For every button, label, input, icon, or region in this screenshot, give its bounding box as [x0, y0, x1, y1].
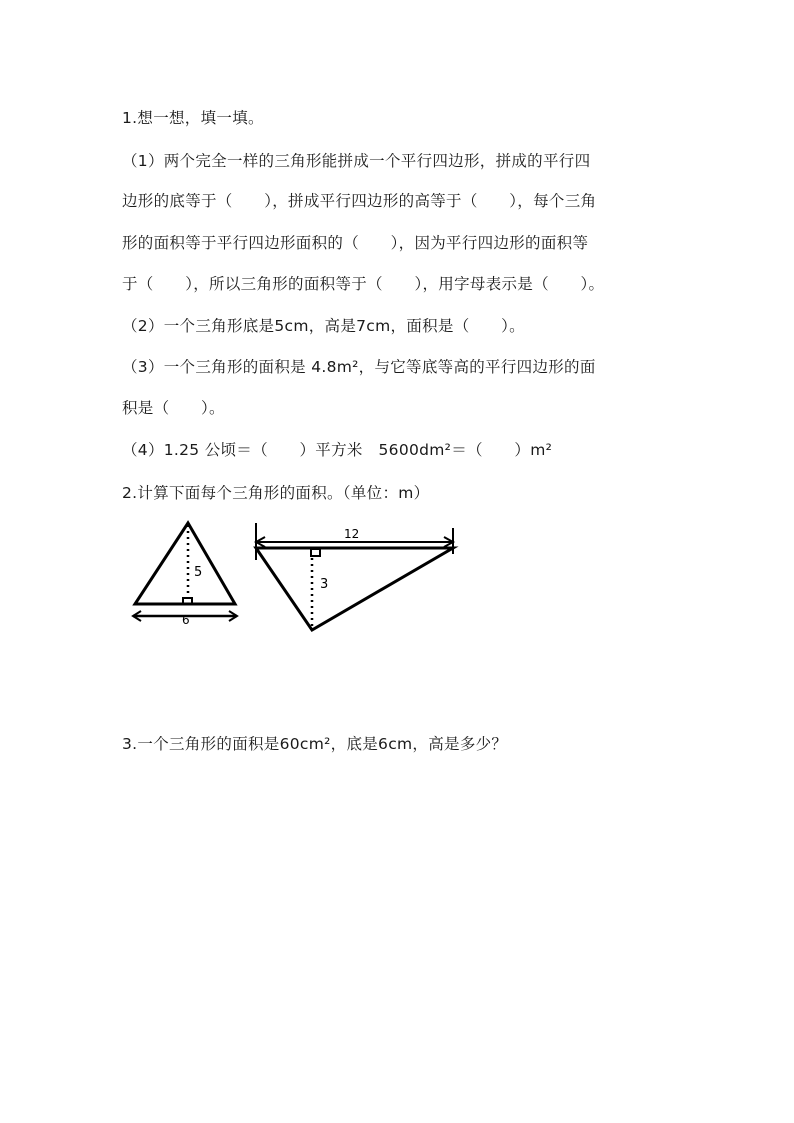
- q1-p4: （4）1.25 公顷＝（ ）平方米 5600dm²＝（ ）m²: [122, 441, 553, 459]
- q1-p3-line1: （3）一个三角形的面积是 4.8m²，与它等底等高的平行四边形的面: [122, 358, 596, 376]
- triangle-1-base-label: 6: [182, 613, 190, 627]
- q2-heading: 2.计算下面每个三角形的面积。（单位：m）: [122, 484, 430, 502]
- q3-heading: 3.一个三角形的面积是60cm²，底是6cm，高是多少？: [122, 735, 508, 753]
- triangle-2-height-label: 3: [320, 577, 329, 592]
- triangle-1-figure: [125, 518, 245, 628]
- q1-p2: （2）一个三角形底是5cm，高是7cm，面积是（ ）。: [122, 317, 525, 335]
- q1-p3-line2: 积是（ ）。: [122, 399, 225, 417]
- q1-p1-line1: （1）两个完全一样的三角形能拼成一个平行四边形，拼成的平行四: [122, 152, 591, 170]
- q1-heading: 1.想一想，填一填。: [122, 109, 264, 127]
- q1-p1-line2: 边形的底等于（ ），拼成平行四边形的高等于（ ），每个三角: [122, 192, 597, 210]
- triangle-1-height-label: 5: [194, 565, 203, 580]
- triangle-2-base-label: 12: [344, 527, 360, 541]
- triangle-2-figure: [248, 520, 463, 635]
- triangle-2-outline: [256, 548, 453, 630]
- triangle-2-right-angle-mark: [311, 549, 320, 556]
- q1-p1-line3: 形的面积等于平行四边形面积的（ ），因为平行四边形的面积等: [122, 234, 589, 252]
- q1-p1-line4: 于（ ），所以三角形的面积等于（ ），用字母表示是（ ）。: [122, 275, 605, 293]
- triangle-1-outline: [135, 523, 235, 604]
- triangle-1-right-angle-mark: [183, 598, 192, 604]
